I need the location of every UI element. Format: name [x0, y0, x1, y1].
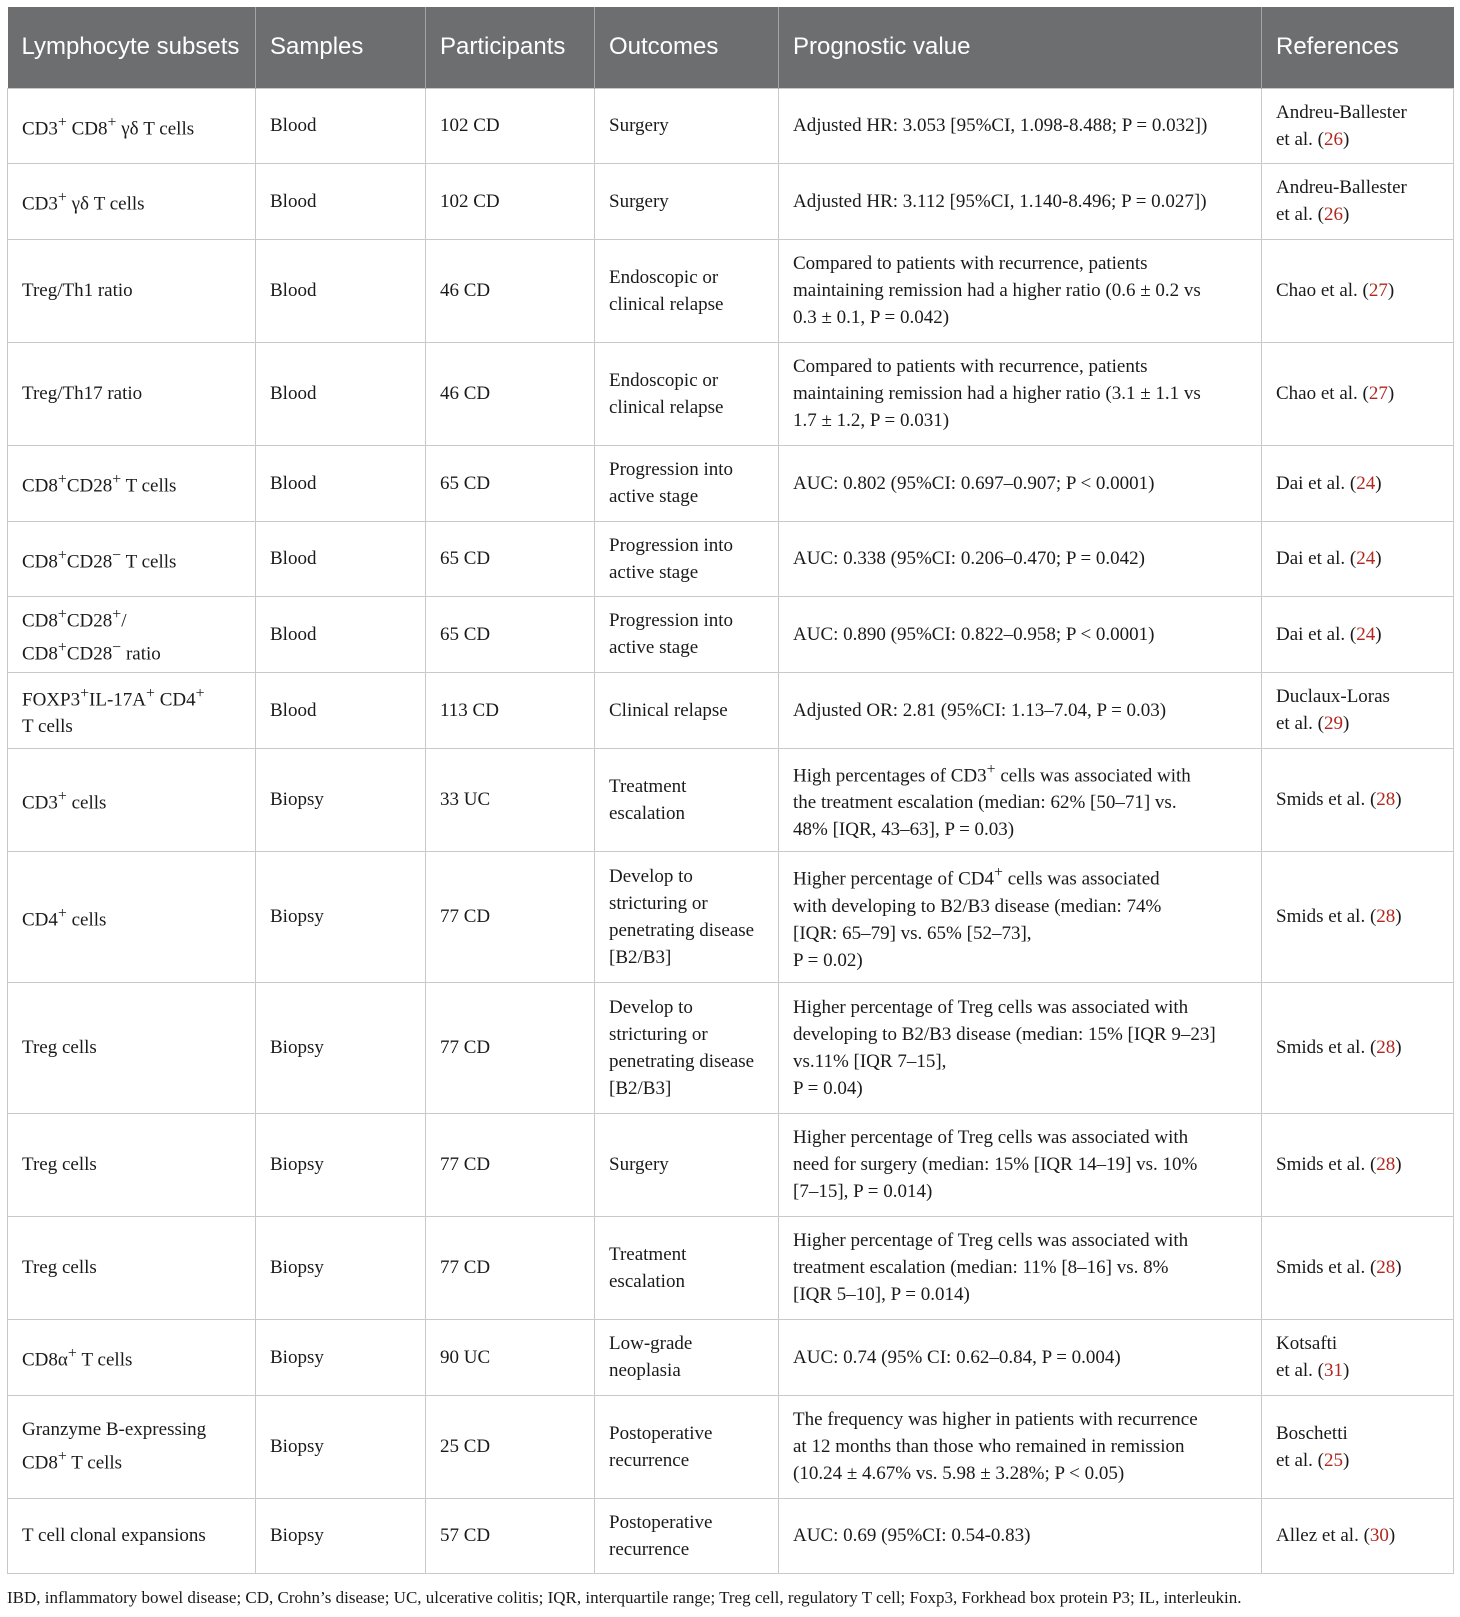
- cell-samples: Blood: [256, 672, 426, 748]
- reference-close-paren: ): [1375, 472, 1382, 494]
- reference-author: Dai et al. (: [1276, 548, 1357, 569]
- header-outcomes: Outcomes: [595, 7, 779, 88]
- reference-author: Andreu-Ballester et al. (: [1276, 101, 1407, 150]
- cell-reference: [1262, 1498, 1454, 1573]
- cell-lymphocyte-subset: Treg cells: [8, 1113, 256, 1216]
- cell-reference: [1262, 1216, 1454, 1319]
- cell-prognostic-value: Compared to patients with recurrence, patients maintaining remission had a higher ratio (3.1 ± 1.1 vs 1.7 ± 1.2, P = 0.031): [779, 342, 1262, 445]
- reference-author: Smids et al. (: [1276, 1154, 1377, 1175]
- cell-prognostic-value: High percentages of CD3+ cells was associated with the treatment escalation (median: 62% [50–71] vs. 48% [IQR, 43–63], P = 0.03): [779, 748, 1262, 851]
- cell-lymphocyte-subset: CD8+CD28+/ CD8+CD28− ratio: [8, 596, 256, 672]
- reference-close-paren: ): [1343, 1449, 1350, 1471]
- cell-reference: [1262, 596, 1454, 672]
- table-row: [8, 982, 1454, 1113]
- cell-outcomes: Surgery: [595, 88, 779, 163]
- cell-participants: 25 CD: [426, 1395, 595, 1498]
- cell-lymphocyte-subset: Treg/Th1 ratio: [8, 239, 256, 342]
- cell-participants: 57 CD: [426, 1498, 595, 1573]
- reference-link[interactable]: 31: [1324, 1360, 1344, 1381]
- cell-outcomes: Progression into active stage: [595, 521, 779, 596]
- table-row: [8, 1113, 1454, 1216]
- cell-samples: Biopsy: [256, 851, 426, 982]
- reference-close-paren: ): [1343, 128, 1350, 150]
- reference-author: Allez et al. (: [1276, 1525, 1370, 1546]
- reference-link[interactable]: 28: [1376, 1154, 1396, 1175]
- cell-participants: 113 CD: [426, 672, 595, 748]
- reference-author: Chao et al. (: [1276, 383, 1369, 404]
- lymphocyte-prognosis-table: [7, 7, 1454, 1574]
- header-prognostic-value: Prognostic value: [779, 7, 1262, 88]
- cell-samples: Biopsy: [256, 1319, 426, 1395]
- cell-outcomes: Endoscopic or clinical relapse: [595, 342, 779, 445]
- reference-link[interactable]: 25: [1324, 1449, 1344, 1471]
- reference-author: Boschetti et al. (: [1276, 1422, 1348, 1471]
- cell-participants: 77 CD: [426, 1216, 595, 1319]
- reference-close-paren: ): [1343, 204, 1350, 225]
- table-row: [8, 1395, 1454, 1498]
- reference-link[interactable]: 28: [1376, 906, 1396, 927]
- cell-outcomes: Postoperative recurrence: [595, 1498, 779, 1573]
- cell-prognostic-value: Higher percentage of CD4+ cells was associated with developing to B2/B3 disease (median: 74% [IQR: 65–79] vs. 65% [52–73], P = 0.02): [779, 851, 1262, 982]
- reference-author: Dai et al. (: [1276, 623, 1357, 645]
- reference-link[interactable]: 26: [1324, 204, 1344, 225]
- reference-link[interactable]: 29: [1324, 713, 1344, 734]
- cell-outcomes: Treatment escalation: [595, 748, 779, 851]
- reference-close-paren: ): [1395, 1257, 1402, 1278]
- cell-samples: Biopsy: [256, 1395, 426, 1498]
- reference-link[interactable]: 28: [1376, 1037, 1396, 1058]
- cell-outcomes: Clinical relapse: [595, 672, 779, 748]
- cell-samples: Blood: [256, 596, 426, 672]
- cell-participants: 102 CD: [426, 163, 595, 239]
- cell-samples: Biopsy: [256, 1498, 426, 1573]
- cell-outcomes: Endoscopic or clinical relapse: [595, 239, 779, 342]
- cell-samples: Biopsy: [256, 748, 426, 851]
- cell-prognostic-value: Adjusted HR: 3.053 [95%CI, 1.098-8.488; P = 0.032]): [779, 88, 1262, 163]
- reference-close-paren: ): [1395, 1154, 1402, 1175]
- table-header-row: [8, 7, 1454, 88]
- cell-prognostic-value: The frequency was higher in patients with recurrence at 12 months than those who remained in remission (10.24 ± 4.67% vs. 5.98 ± 3.28%; P < 0.05): [779, 1395, 1262, 1498]
- header-lymphocyte-subsets: Lymphocyte subsets: [8, 7, 256, 88]
- cell-reference: [1262, 445, 1454, 521]
- reference-close-paren: ): [1343, 1360, 1350, 1381]
- cell-lymphocyte-subset: CD3+ cells: [8, 748, 256, 851]
- cell-reference: [1262, 521, 1454, 596]
- cell-samples: Biopsy: [256, 1113, 426, 1216]
- reference-close-paren: ): [1387, 383, 1395, 404]
- table-footnote: IBD, inflammatory bowel disease; CD, Crohn’s disease; UC, ulcerative colitis; IQR, interquartile range; Treg cell, regulatory T cell; Foxp3, Forkhead box protein P3; IL, interleukin.: [7, 1588, 1242, 1607]
- cell-samples: Blood: [256, 88, 426, 163]
- cell-participants: 65 CD: [426, 521, 595, 596]
- cell-reference: [1262, 239, 1454, 342]
- cell-participants: 33 UC: [426, 748, 595, 851]
- cell-reference: [1262, 982, 1454, 1113]
- cell-prognostic-value: Higher percentage of Treg cells was associated with treatment escalation (median: 11% [8–16] vs. 8% [IQR 5–10], P = 0.014): [779, 1216, 1262, 1319]
- reference-link[interactable]: 28: [1376, 789, 1396, 810]
- cell-outcomes: Progression into active stage: [595, 445, 779, 521]
- cell-samples: Blood: [256, 342, 426, 445]
- cell-lymphocyte-subset: Treg cells: [8, 1216, 256, 1319]
- table-row: [8, 851, 1454, 982]
- cell-lymphocyte-subset: CD8α+ T cells: [8, 1319, 256, 1395]
- cell-prognostic-value: Higher percentage of Treg cells was associated with developing to B2/B3 disease (median: 15% [IQR 9–23] vs.11% [IQR 7–15], P = 0.04): [779, 982, 1262, 1113]
- reference-author: Kotsafti et al. (: [1276, 1333, 1338, 1381]
- cell-participants: 102 CD: [426, 88, 595, 163]
- cell-lymphocyte-subset: T cell clonal expansions: [8, 1498, 256, 1573]
- cell-prognostic-value: AUC: 0.69 (95%CI: 0.54-0.83): [779, 1498, 1262, 1573]
- header-participants: Participants: [426, 7, 595, 88]
- cell-participants: 46 CD: [426, 239, 595, 342]
- reference-link[interactable]: 27: [1368, 280, 1388, 301]
- table-row: [8, 748, 1454, 851]
- reference-author: Smids et al. (: [1276, 1037, 1377, 1058]
- cell-participants: 65 CD: [426, 445, 595, 521]
- cell-reference: [1262, 1113, 1454, 1216]
- cell-outcomes: Surgery: [595, 1113, 779, 1216]
- cell-samples: Biopsy: [256, 1216, 426, 1319]
- cell-prognostic-value: Compared to patients with recurrence, patients maintaining remission had a higher ratio (0.6 ± 0.2 vs 0.3 ± 0.1, P = 0.042): [779, 239, 1262, 342]
- reference-link[interactable]: 26: [1324, 128, 1344, 150]
- cell-reference: [1262, 672, 1454, 748]
- reference-author: Dai et al. (: [1276, 472, 1357, 494]
- reference-close-paren: ): [1387, 280, 1395, 301]
- cell-lymphocyte-subset: CD3+ CD8+ γδ T cells: [8, 88, 256, 163]
- reference-link[interactable]: 27: [1368, 383, 1388, 404]
- cell-prognostic-value: AUC: 0.74 (95% CI: 0.62–0.84, P = 0.004): [779, 1319, 1262, 1395]
- reference-link[interactable]: 24: [1356, 623, 1376, 645]
- cell-outcomes: Progression into active stage: [595, 596, 779, 672]
- table-row: [8, 163, 1454, 239]
- cell-participants: 46 CD: [426, 342, 595, 445]
- cell-samples: Biopsy: [256, 982, 426, 1113]
- cell-lymphocyte-subset: CD4+ cells: [8, 851, 256, 982]
- reference-close-paren: ): [1388, 1525, 1396, 1546]
- cell-outcomes: Treatment escalation: [595, 1216, 779, 1319]
- reference-close-paren: ): [1343, 713, 1350, 734]
- cell-reference: [1262, 1395, 1454, 1498]
- cell-lymphocyte-subset: CD8+CD28+ T cells: [8, 445, 256, 521]
- table-row: [8, 88, 1454, 163]
- cell-participants: 77 CD: [426, 851, 595, 982]
- cell-samples: Blood: [256, 163, 426, 239]
- cell-outcomes: Develop to stricturing or penetrating disease [B2/B3]: [595, 851, 779, 982]
- cell-prognostic-value: AUC: 0.338 (95%CI: 0.206–0.470; P = 0.042): [779, 521, 1262, 596]
- cell-prognostic-value: AUC: 0.802 (95%CI: 0.697–0.907; P < 0.0001): [779, 445, 1262, 521]
- cell-lymphocyte-subset: Treg/Th17 ratio: [8, 342, 256, 445]
- cell-outcomes: Postoperative recurrence: [595, 1395, 779, 1498]
- cell-participants: 90 UC: [426, 1319, 595, 1395]
- cell-participants: 65 CD: [426, 596, 595, 672]
- cell-lymphocyte-subset: CD3+ γδ T cells: [8, 163, 256, 239]
- cell-lymphocyte-subset: FOXP3+IL-17A+ CD4+ T cells: [8, 672, 256, 748]
- reference-close-paren: ): [1375, 548, 1382, 569]
- header-references: References: [1276, 33, 1399, 61]
- cell-lymphocyte-subset: CD8+CD28− T cells: [8, 521, 256, 596]
- table-row: [8, 596, 1454, 672]
- reference-link[interactable]: 24: [1356, 548, 1376, 569]
- reference-author: Smids et al. (: [1276, 1257, 1377, 1278]
- header-samples: Samples: [256, 7, 426, 88]
- cell-reference: [1262, 88, 1454, 163]
- reference-author: Andreu-Ballester et al. (: [1276, 177, 1407, 225]
- table-row: [8, 1498, 1454, 1573]
- cell-reference: [1262, 1319, 1454, 1395]
- table-body: [8, 88, 1454, 1573]
- cell-lymphocyte-subset: Treg cells: [8, 982, 256, 1113]
- cell-outcomes: Surgery: [595, 163, 779, 239]
- cell-participants: 77 CD: [426, 982, 595, 1113]
- table-row: [8, 1319, 1454, 1395]
- reference-close-paren: ): [1395, 1037, 1402, 1058]
- reference-author: Chao et al. (: [1276, 280, 1369, 301]
- table-row: [8, 342, 1454, 445]
- reference-author: Smids et al. (: [1276, 789, 1377, 810]
- cell-prognostic-value: Higher percentage of Treg cells was associated with need for surgery (median: 15% [IQR 14–19] vs. 10% [7–15], P = 0.014): [779, 1113, 1262, 1216]
- table-row: [8, 1216, 1454, 1319]
- reference-author: Smids et al. (: [1276, 906, 1377, 927]
- cell-reference: [1262, 342, 1454, 445]
- cell-samples: Blood: [256, 239, 426, 342]
- table-row: [8, 521, 1454, 596]
- cell-samples: Blood: [256, 445, 426, 521]
- reference-link[interactable]: 30: [1369, 1525, 1389, 1546]
- cell-lymphocyte-subset: Granzyme B-expressing CD8+ T cells: [8, 1395, 256, 1498]
- table-row: [8, 672, 1454, 748]
- cell-reference: [1262, 748, 1454, 851]
- cell-participants: 77 CD: [426, 1113, 595, 1216]
- reference-link[interactable]: 24: [1356, 472, 1376, 494]
- table-row: [8, 239, 1454, 342]
- cell-prognostic-value: Adjusted OR: 2.81 (95%CI: 1.13–7.04, P = 0.03): [779, 672, 1262, 748]
- results-table-container: [7, 7, 1453, 1574]
- reference-close-paren: ): [1395, 906, 1402, 927]
- cell-outcomes: Develop to stricturing or penetrating disease [B2/B3]: [595, 982, 779, 1113]
- reference-author: Duclaux-Loras et al. (: [1276, 686, 1390, 734]
- cell-reference: [1262, 851, 1454, 982]
- cell-outcomes: Low-grade neoplasia: [595, 1319, 779, 1395]
- reference-close-paren: ): [1375, 623, 1382, 645]
- reference-close-paren: ): [1395, 789, 1402, 810]
- table-row: [8, 445, 1454, 521]
- cell-reference: [1262, 163, 1454, 239]
- cell-prognostic-value: AUC: 0.890 (95%CI: 0.822–0.958; P < 0.0001): [779, 596, 1262, 672]
- cell-samples: Blood: [256, 521, 426, 596]
- reference-link[interactable]: 28: [1376, 1257, 1396, 1278]
- cell-prognostic-value: Adjusted HR: 3.112 [95%CI, 1.140-8.496; P = 0.027]): [779, 163, 1262, 239]
